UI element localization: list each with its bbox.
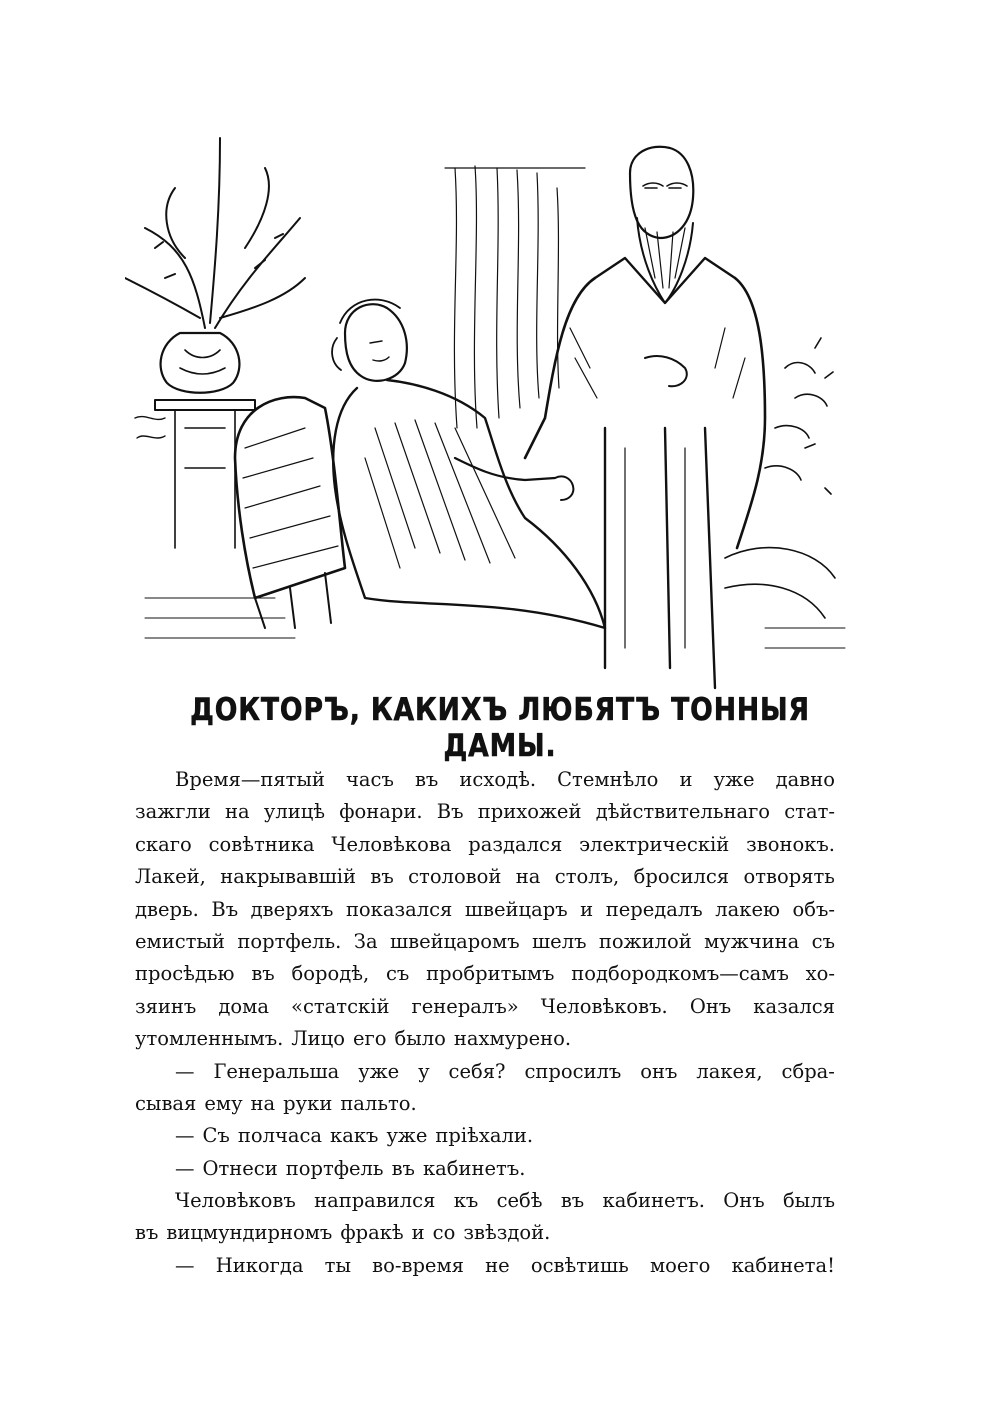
word: скаго (135, 832, 192, 856)
word: зажгли (135, 800, 211, 824)
word: — (175, 1253, 195, 1277)
text-line (135, 958, 835, 990)
word: шелъ (532, 929, 587, 953)
word: Съ (202, 1124, 230, 1148)
word: отворять (743, 865, 835, 889)
word: емистый (135, 929, 225, 953)
word: сывая (135, 1091, 197, 1115)
word: въ (135, 1221, 159, 1245)
word: и (411, 1221, 425, 1245)
word: портфель (285, 1156, 384, 1180)
word: себѣ (496, 1189, 543, 1213)
word: швейцаромъ (390, 929, 520, 953)
text-line (135, 1088, 835, 1120)
text-line (135, 829, 835, 861)
word: хо- (805, 962, 835, 986)
word: уже (386, 1124, 428, 1148)
word: къ (453, 1189, 479, 1213)
word: подбородкомъ—самъ (571, 962, 789, 986)
word: Онъ (689, 994, 732, 1018)
word: портфель. (237, 929, 342, 953)
word: звонокъ. (746, 832, 835, 856)
word: — (175, 1124, 195, 1148)
word: мужчина (704, 929, 800, 953)
word: совѣтника (208, 832, 315, 856)
text-line (135, 764, 835, 796)
text-line (135, 991, 835, 1023)
word: и (679, 768, 693, 791)
text-line (135, 1023, 835, 1055)
word: утомленнымъ. (135, 1027, 284, 1051)
word: пріѣхали. (435, 1124, 534, 1148)
word: руки (283, 1091, 333, 1115)
word: онъ (640, 1059, 678, 1083)
word: давно (775, 768, 835, 791)
word: во-время (372, 1253, 464, 1277)
text-line (135, 1217, 835, 1249)
word: швейцаръ (464, 897, 568, 921)
word: кабинетъ. (602, 1189, 705, 1213)
word: ему (204, 1091, 243, 1115)
word: Въ (211, 897, 239, 921)
word: пожилой (598, 929, 692, 953)
word: моего (649, 1253, 711, 1277)
text-line (135, 1153, 835, 1185)
text-line (135, 1250, 835, 1282)
word: электрическій (579, 832, 730, 856)
word: Въ (436, 800, 464, 824)
word: фракѣ (340, 1221, 404, 1245)
word: Лакей, (135, 865, 206, 889)
word: уже (358, 1059, 400, 1083)
word: вицмундирномъ (166, 1221, 333, 1245)
word: объ- (792, 897, 835, 921)
word: Человѣкова (331, 832, 452, 856)
word: — (175, 1059, 195, 1083)
word: Человѣковъ (175, 1189, 296, 1213)
word: съ (386, 962, 410, 986)
word: столъ, (554, 865, 620, 889)
word: накрывавшій (220, 865, 356, 889)
illustration (125, 128, 850, 693)
word: у (418, 1059, 430, 1083)
word: себя? (448, 1059, 506, 1083)
word: Генеральша (213, 1059, 340, 1083)
word: часъ (346, 768, 394, 791)
word: въ (370, 865, 394, 889)
word: дверяхъ (250, 897, 334, 921)
word: со (432, 1221, 456, 1245)
chapter-title: ДОКТОРЪ, КАКИХЪ ЛЮБЯТЪ ТОННЫЯ ДАМЫ. (190, 692, 810, 764)
word: генералъ» (411, 994, 519, 1018)
word: и (580, 897, 594, 921)
word: дѣйствительнаго (595, 800, 771, 824)
word: Никогда (215, 1253, 304, 1277)
body-text (135, 764, 835, 1282)
word: звѣздой. (463, 1221, 551, 1245)
text-line (135, 894, 835, 926)
word: Стемнѣло (557, 768, 659, 791)
text-line (135, 1056, 835, 1088)
doctor-and-lady-engraving (125, 128, 850, 693)
word: освѣтишь (530, 1253, 629, 1277)
word: лакею (715, 897, 780, 921)
word: не (485, 1253, 510, 1277)
word: кабинетъ. (422, 1156, 526, 1180)
word: направился (314, 1189, 436, 1213)
word: стат- (784, 800, 835, 824)
word: — (175, 1156, 195, 1180)
word: показался (345, 897, 453, 921)
word: Время—пятый (175, 768, 325, 791)
word: дверь. (135, 897, 199, 921)
word: полчаса (237, 1124, 323, 1148)
word: исходѣ. (459, 768, 537, 791)
word: зяинъ (135, 994, 197, 1018)
word: въ (560, 1189, 585, 1213)
text-line (135, 861, 835, 893)
text-line (135, 926, 835, 958)
text-line (135, 1120, 835, 1152)
word: въ (414, 768, 439, 791)
word: былъ (782, 1189, 835, 1213)
word: Лицо (291, 1027, 345, 1051)
word: спросилъ (524, 1059, 622, 1083)
word: передалъ (605, 897, 703, 921)
word: столовой (408, 865, 502, 889)
word: съ (811, 929, 835, 953)
word: на (250, 1091, 276, 1115)
word: Онъ (723, 1189, 765, 1213)
word: фонари. (339, 800, 423, 824)
text-line (135, 1185, 835, 1217)
word: ты (324, 1253, 351, 1277)
word: на (225, 800, 250, 824)
word: казался (753, 994, 835, 1018)
word: на (515, 865, 541, 889)
word: было (394, 1027, 446, 1051)
word: лакея, (696, 1059, 763, 1083)
word: въ (391, 1156, 415, 1180)
word: нахмурено. (453, 1027, 572, 1051)
word: какъ (330, 1124, 379, 1148)
word: уже (713, 768, 755, 791)
word: пальто. (340, 1091, 417, 1115)
word: Отнеси (202, 1156, 278, 1180)
word: просѣдью (135, 962, 235, 986)
word: бородѣ, (291, 962, 370, 986)
text-line (135, 796, 835, 828)
word: его (352, 1027, 387, 1051)
word: дома (218, 994, 269, 1018)
word: пробритымъ (426, 962, 555, 986)
word: За (353, 929, 378, 953)
word: кабинета! (731, 1253, 835, 1277)
word: сбра- (781, 1059, 835, 1083)
word: бросился (633, 865, 730, 889)
word: «статскій (291, 994, 390, 1018)
word: Человѣковъ. (540, 994, 668, 1018)
word: раздался (468, 832, 563, 856)
word: прихожей (477, 800, 582, 824)
word: въ (251, 962, 275, 986)
word: улицѣ (263, 800, 326, 824)
